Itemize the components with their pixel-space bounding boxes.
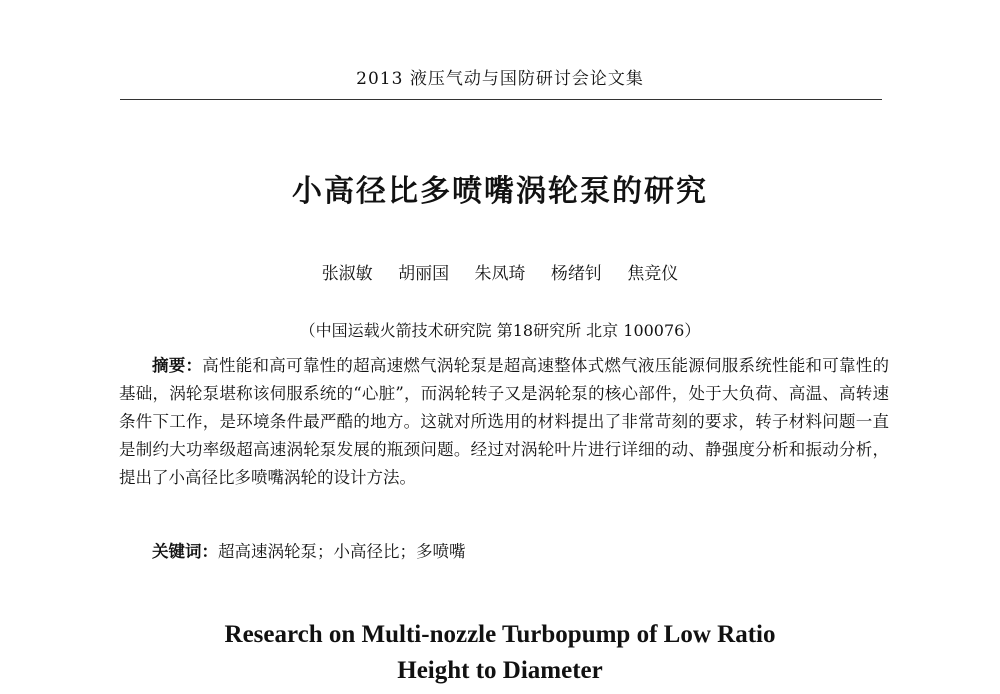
author-name: 焦竞仪 — [627, 264, 679, 284]
author-name: 朱凤琦 — [474, 264, 526, 284]
title-en-line-1: Research on Multi-nozzle Turbopump of Low Ratio — [224, 621, 776, 648]
keywords-label: 关键词： — [152, 542, 218, 561]
running-header: 2013 液压气动与国防研讨会论文集 — [356, 69, 644, 89]
abstract-label: 摘要： — [152, 356, 203, 375]
paper-title-cn: 小高径比多喷嘴涡轮泵的研究 — [292, 174, 708, 209]
abstract-text: 高性能和高可靠性的超高速燃气涡轮泵是超高速整体式燃气液压能源伺服系统性能和可靠性的基础，涡轮泵堪称该伺服系统的“心脏”，而涡轮转子又是涡轮泵的核心部件，处于大负荷、高温、高转速条件下工作，是环境条件最严酷的地方。这就对所选用的材料提出了非常苛刻的要求，转子材料问题一直是制约大功率级超高速涡轮泵发展的瓶颈问题。经过对涡轮叶片进行详细的动、静强度分析和振动分析，提出了小高径比多喷嘴涡轮的设计方法。 — [119, 356, 890, 487]
abstract — [119, 352, 889, 492]
author-list — [0, 259, 1000, 284]
author-name: 杨绪钊 — [550, 264, 602, 284]
affiliation: （中国运载火箭技术研究院 第18研究所 北京 100076） — [299, 321, 701, 340]
keywords — [119, 538, 889, 562]
author-name: 胡丽国 — [398, 264, 450, 284]
keywords-text: 超高速涡轮泵；小高径比；多喷嘴 — [218, 542, 466, 561]
title-en-line-2: Height to Diameter — [397, 657, 603, 684]
author-name: 张淑敏 — [321, 264, 373, 284]
paper-title-en — [0, 617, 1000, 689]
header-rule — [120, 99, 882, 100]
